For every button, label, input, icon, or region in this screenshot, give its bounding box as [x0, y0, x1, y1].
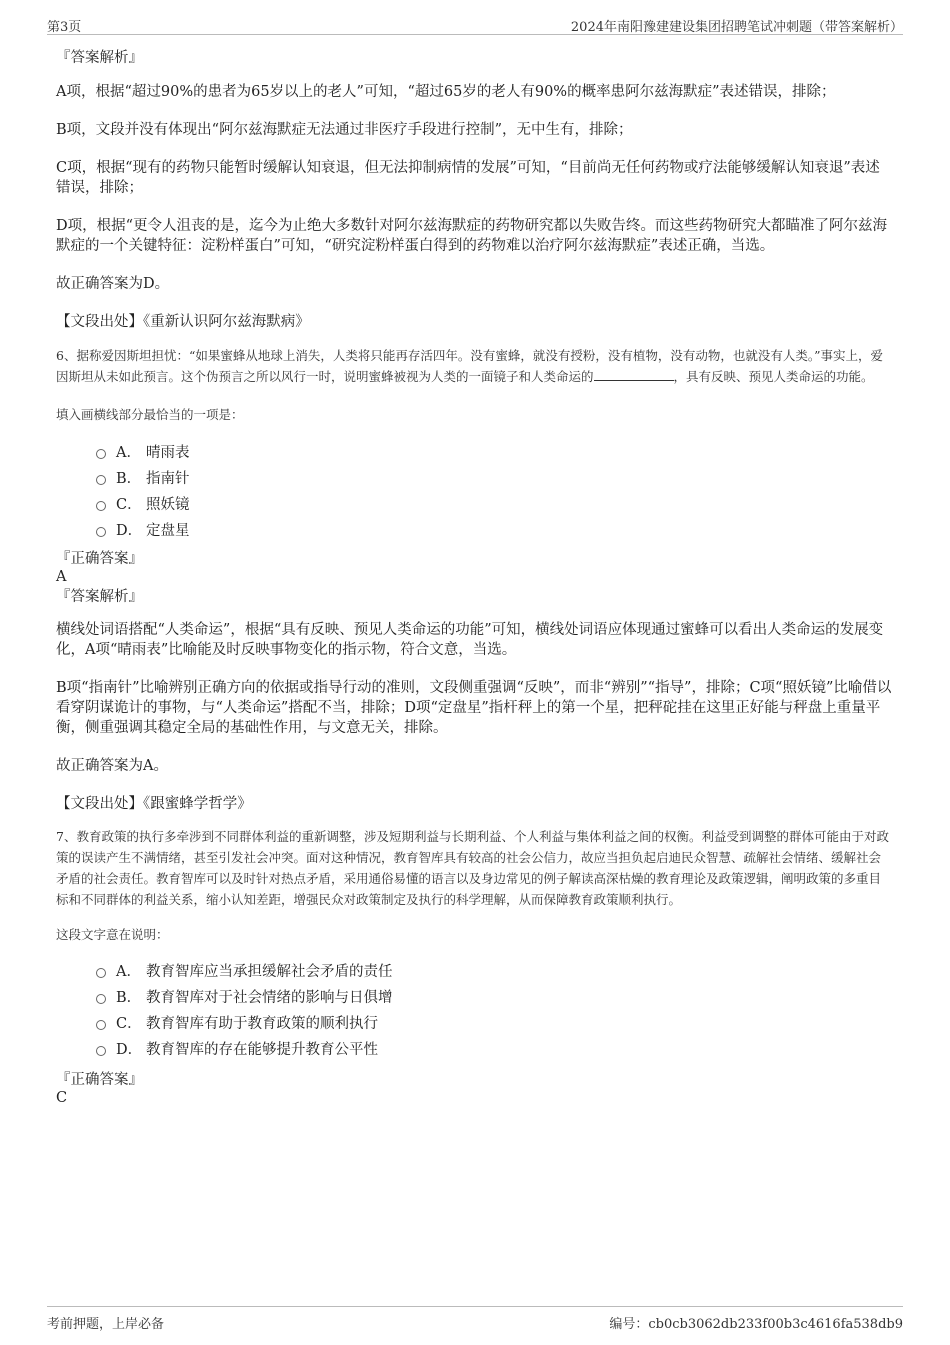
- q6-option-c[interactable]: C． 照妖镜: [96, 492, 893, 518]
- radio-icon[interactable]: [96, 994, 106, 1004]
- q6-blank: [594, 368, 674, 381]
- radio-icon[interactable]: [96, 527, 106, 537]
- q6-option-b[interactable]: B． 指南针: [96, 466, 893, 492]
- q5-analysis-d: D项，根据“更令人沮丧的是，迄今为止绝大多数针对阿尔兹海默症的药物研究都以失败告终。而这些药物研究大都瞄准了阿尔兹海默症的一个关键特征：淀粉样蛋白”可知，“研究淀粉样蛋白得到的药物难以治疗阿尔兹海默症”表述正确，当选。: [56, 218, 888, 254]
- page-header: [47, 14, 903, 35]
- document-title: 2024年南阳豫建建设集团招聘笔试冲刺题（带答案解析）: [570, 20, 903, 35]
- q7-option-d[interactable]: D． 教育智库的存在能够提升教育公平性: [96, 1037, 893, 1063]
- radio-icon[interactable]: [96, 1046, 106, 1056]
- q6-option-d[interactable]: D． 定盘星: [96, 518, 893, 544]
- page-footer: [47, 1306, 903, 1331]
- q6-conclusion: 故正确答案为A。: [56, 758, 168, 774]
- q6-analysis-heading: 『答案解析』: [56, 589, 143, 605]
- radio-icon[interactable]: [96, 449, 106, 459]
- q6-option-a[interactable]: A． 晴雨表: [96, 440, 893, 466]
- q6-options: [96, 440, 893, 544]
- page-content: [56, 46, 893, 1107]
- q7-option-b[interactable]: B． 教育智库对于社会情绪的影响与日俱增: [96, 985, 893, 1011]
- q6-source: 【文段出处】《跟蜜蜂学哲学》: [56, 796, 252, 812]
- document-code: 编号：cb0cb3062db233f00b3c4616fa538db9: [609, 1317, 903, 1332]
- q5-analysis-heading: 『答案解析』: [56, 50, 143, 66]
- q6-answer: A: [56, 569, 67, 585]
- page-number: 第3页: [47, 20, 82, 35]
- q7-answer-heading: 『正确答案』: [56, 1072, 143, 1088]
- q7-options: [96, 959, 893, 1063]
- q6-stem-text: 6、据称爱因斯坦担忧：“如果蜜蜂从地球上消失，人类将只能再存活四年。没有蜜蜂，就没有授粉，没有植物，没有动物，也就没有人类。”事实上，爱因斯坦从未如此预言。这个伪预言之所以风行一时，说明蜜蜂被视为人类的一面镜子和人类命运的: [56, 348, 883, 384]
- radio-icon[interactable]: [96, 968, 106, 978]
- q7-option-c[interactable]: C． 教育智库有助于教育政策的顺利执行: [96, 1011, 893, 1037]
- q5-analysis-c: C项，根据“现有的药物只能暂时缓解认知衰退，但无法抑制病情的发展”可知，“目前尚无任何药物或疗法能够缓解认知衰退”表述错误，排除；: [56, 160, 880, 196]
- q7-prompt: 这段文字意在说明：: [56, 927, 169, 942]
- q5-analysis-a: A项，根据“超过90%的患者为65岁以上的老人”可知，“超过65岁的老人有90%的概率患阿尔兹海默症”表述错误，排除；: [56, 84, 836, 100]
- q6-analysis-2: B项“指南针”比喻辨别正确方向的依据或指导行动的准则，文段侧重强调“反映”，而非“辨别”“指导”，排除；C项“照妖镜”比喻借以看穿阴谋诡计的事物，与“人类命运”搭配不当，排除；D项“定盘星”指杆秤上的第一个星，把秤砣挂在这里正好能与秤盘上重量平衡，侧重强调其稳定全局的基础性作用，与文意无关，排除。: [56, 680, 892, 736]
- q5-analysis-b: B项，文段并没有体现出“阿尔兹海默症无法通过非医疗手段进行控制”，无中生有，排除；: [56, 122, 633, 138]
- q6-answer-heading: 『正确答案』: [56, 551, 143, 567]
- footer-slogan: 考前押题，上岸必备: [47, 1317, 165, 1332]
- q7-answer: C: [56, 1090, 68, 1106]
- q7-option-a[interactable]: A． 教育智库应当承担缓解社会矛盾的责任: [96, 959, 893, 985]
- radio-icon[interactable]: [96, 1020, 106, 1030]
- q6-prompt: 填入画横线部分最恰当的一项是：: [56, 407, 244, 422]
- q5-conclusion: 故正确答案为D。: [56, 276, 170, 292]
- radio-icon[interactable]: [96, 475, 106, 485]
- radio-icon[interactable]: [96, 501, 106, 511]
- q6-stem-text-end: ，具有反映、预见人类命运的功能。: [673, 369, 874, 384]
- q5-source: 【文段出处】《重新认识阿尔兹海默病》: [56, 314, 310, 330]
- q7-stem: 7、教育政策的执行多牵涉到不同群体利益的重新调整，涉及短期利益与长期利益、个人利益与集体利益之间的权衡。利益受到调整的群体可能由于对政策的误读产生不满情绪，甚至引发社会冲突。面对这种情况，教育智库具有较高的社会公信力，故应当担负起启迪民众智慧、疏解社会情绪、缓解社会矛盾的社会责任。教育智库可以及时针对热点矛盾，采用通俗易懂的语言以及身边常见的例子解读高深枯燥的教育理论及政策逻辑，阐明政策的多重目标和不同群体的利益关系，缩小认知差距，增强民众对政策制定及执行的科学理解，从而保障教育政策顺利执行。: [56, 829, 889, 907]
- q6-analysis-1: 横线处词语搭配“人类命运”，根据“具有反映、预见人类命运的功能”可知，横线处词语应体现通过蜜蜂可以看出人类命运的发展变化，A项“晴雨表”比喻能及时反映事物变化的指示物，符合文意，当选。: [56, 622, 884, 658]
- q6-stem: [56, 345, 893, 387]
